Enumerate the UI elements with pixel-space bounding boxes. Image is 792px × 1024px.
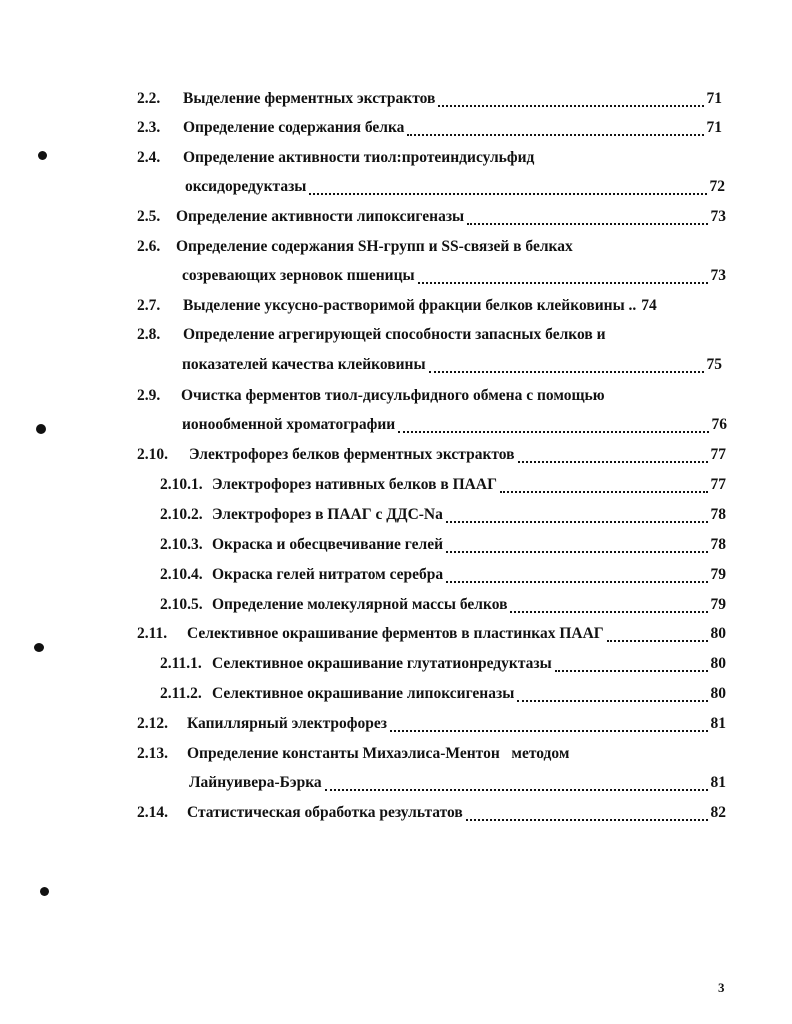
dot-leader <box>510 597 707 613</box>
toc-entry-page: 81 <box>710 774 726 791</box>
toc-entry-title: показателей качества клейковины <box>182 356 426 373</box>
toc-entry-page: 73 <box>710 208 726 225</box>
toc-entry-number: 2.11.1. <box>160 655 202 672</box>
toc-entry-title: Окраска и обесцвечивание гелей <box>212 536 444 553</box>
dot-leader <box>325 775 708 791</box>
toc-entry-title: Электрофорез в ПААГ с ДДС-Na <box>212 506 443 523</box>
toc-entry-number: 2.2. <box>137 90 161 107</box>
dot-leader <box>518 447 708 463</box>
toc-entry <box>137 742 726 766</box>
toc-entry-title: Определение активности липоксигеназы <box>176 208 465 225</box>
toc-entry-continuation <box>182 264 726 288</box>
toc-entry-page: 75 <box>706 356 722 373</box>
toc-entry <box>137 801 726 825</box>
dot-leader <box>466 805 708 821</box>
toc-entry-page: 72 <box>709 178 725 195</box>
toc-entry-title: Определение активности тиол:протеиндисульфид <box>183 149 535 166</box>
toc-entry-title: Селективное окрашивание липоксигеназы <box>212 685 515 702</box>
ink-blot-mark <box>36 424 46 434</box>
toc-entry-title: оксидоредуктазы <box>185 178 307 195</box>
toc-entry-title: Определение константы Михаэлиса-Ментон методом <box>187 745 570 762</box>
toc-entry-number: 2.11.2. <box>160 685 202 702</box>
toc-entry-title: Лайнуивера-Бэрка <box>189 774 322 791</box>
toc-entry-page: 79 <box>710 566 726 583</box>
toc-entry-continuation <box>182 413 727 437</box>
toc-entry-continuation <box>189 771 726 795</box>
dot-leader <box>467 209 707 225</box>
toc-entry-number: 2.10.1. <box>160 476 203 493</box>
toc-entry <box>160 503 726 527</box>
toc-entry <box>160 563 726 587</box>
toc-entry <box>137 443 726 467</box>
toc-entry-title: Определение агрегирующей способности запасных белков и <box>183 326 606 343</box>
toc-entry <box>137 87 722 111</box>
toc-entry-page: 73 <box>710 267 726 284</box>
toc-entry <box>137 384 726 408</box>
toc-entry-page: 77 <box>710 446 726 463</box>
toc-entry-number: 2.3. <box>137 119 161 136</box>
toc-entry-number: 2.6. <box>137 238 161 255</box>
toc-entry-number: 2.4. <box>137 149 161 166</box>
toc-entry <box>137 622 726 646</box>
toc-entry-number: 2.10. <box>137 446 168 463</box>
toc-entry-title: Очистка ферментов тиол-дисульфидного обмена с помощью <box>181 387 605 404</box>
toc-entry-title: Выделение уксусно-растворимой фракции белков клейковины .. <box>183 297 637 314</box>
toc-entry-number: 2.14. <box>137 804 168 821</box>
toc-entry <box>160 473 726 497</box>
dot-leader <box>607 626 708 642</box>
dot-leader <box>407 120 703 136</box>
toc-entry-number: 2.9. <box>137 387 161 404</box>
toc-entry-number: 2.12. <box>137 715 168 732</box>
toc-entry-title: Определение молекулярной массы белков <box>212 596 508 613</box>
dot-leader <box>517 686 707 702</box>
toc-entry-number: 2.11. <box>137 625 168 642</box>
toc-entry <box>160 533 726 557</box>
toc-entry-page: 71 <box>706 90 722 107</box>
toc-entry-title: Определение содержания SH-групп и SS-связей в белках <box>176 238 573 255</box>
toc-entry-title: ионообменной хроматографии <box>182 416 396 433</box>
dot-leader <box>418 268 708 284</box>
dot-leader <box>500 477 708 493</box>
toc-entry-number: 2.10.3. <box>160 536 203 553</box>
toc-entry <box>160 682 726 706</box>
toc-entry <box>137 323 726 347</box>
toc-entry-title: Электрофорез белков ферментных экстрактов <box>189 446 515 463</box>
toc-entry-page: 76 <box>711 416 727 433</box>
toc-entry-number: 2.5. <box>137 208 161 225</box>
page-number: 3 <box>718 980 725 995</box>
dot-leader <box>429 357 704 373</box>
toc-entry-title: Статистическая обработка результатов <box>187 804 463 821</box>
toc-entry <box>160 593 726 617</box>
toc-entry-page: 78 <box>710 506 726 523</box>
toc-entry-number: 2.8. <box>137 326 161 343</box>
toc-entry-number: 2.10.4. <box>160 566 203 583</box>
toc-entry-title: Электрофорез нативных белков в ПААГ <box>212 476 497 493</box>
toc-entry-title: Селективное окрашивание ферментов в пластинках ПААГ <box>187 625 604 642</box>
toc-entry-title: Окраска гелей нитратом серебра <box>212 566 444 583</box>
ink-blot-mark <box>40 887 49 896</box>
ink-blot-mark <box>34 643 44 652</box>
dot-leader <box>446 537 707 553</box>
dot-leader <box>309 179 706 195</box>
toc-entry-page: 80 <box>710 655 726 672</box>
toc-entry-continuation <box>185 175 725 199</box>
dot-leader <box>555 656 708 672</box>
toc-entry-number: 2.7. <box>137 297 161 314</box>
dot-leader <box>438 91 703 107</box>
toc-entry <box>160 652 726 676</box>
toc-entry-page: 80 <box>710 685 726 702</box>
dot-leader <box>446 507 708 523</box>
toc-entry <box>137 146 722 170</box>
toc-entry-number: 2.13. <box>137 745 168 762</box>
toc-entry-page: 82 <box>710 804 726 821</box>
toc-entry <box>137 235 726 259</box>
dot-leader <box>390 716 708 732</box>
toc-entry-title: Определение содержания белка <box>183 119 405 136</box>
toc-entry-continuation <box>182 353 722 377</box>
toc-entry <box>137 205 726 229</box>
dot-leader <box>398 417 708 433</box>
toc-entry-page: 79 <box>710 596 726 613</box>
toc-entry-page: 71 <box>706 119 722 136</box>
toc-entry <box>137 294 726 318</box>
toc-entry-page: 77 <box>710 476 726 493</box>
toc-entry-page: 81 <box>710 715 726 732</box>
ink-blot-mark <box>38 151 47 160</box>
toc-entry <box>137 116 722 140</box>
toc-entry-title: созревающих зерновок пшеницы <box>182 267 415 284</box>
toc-entry-number: 2.10.2. <box>160 506 203 523</box>
toc-entry-page: 80 <box>710 625 726 642</box>
toc-entry-title: Капиллярный электрофорез <box>187 715 387 732</box>
toc-entry-page: 74 <box>641 297 657 314</box>
toc-entry-title: Выделение ферментных экстрактов <box>183 90 436 107</box>
toc-entry-number: 2.10.5. <box>160 596 203 613</box>
toc-entry-page: 78 <box>710 536 726 553</box>
toc-entry-title: Селективное окрашивание глутатионредуктазы <box>212 655 552 672</box>
toc-entry <box>137 712 726 736</box>
dot-leader <box>446 567 707 583</box>
